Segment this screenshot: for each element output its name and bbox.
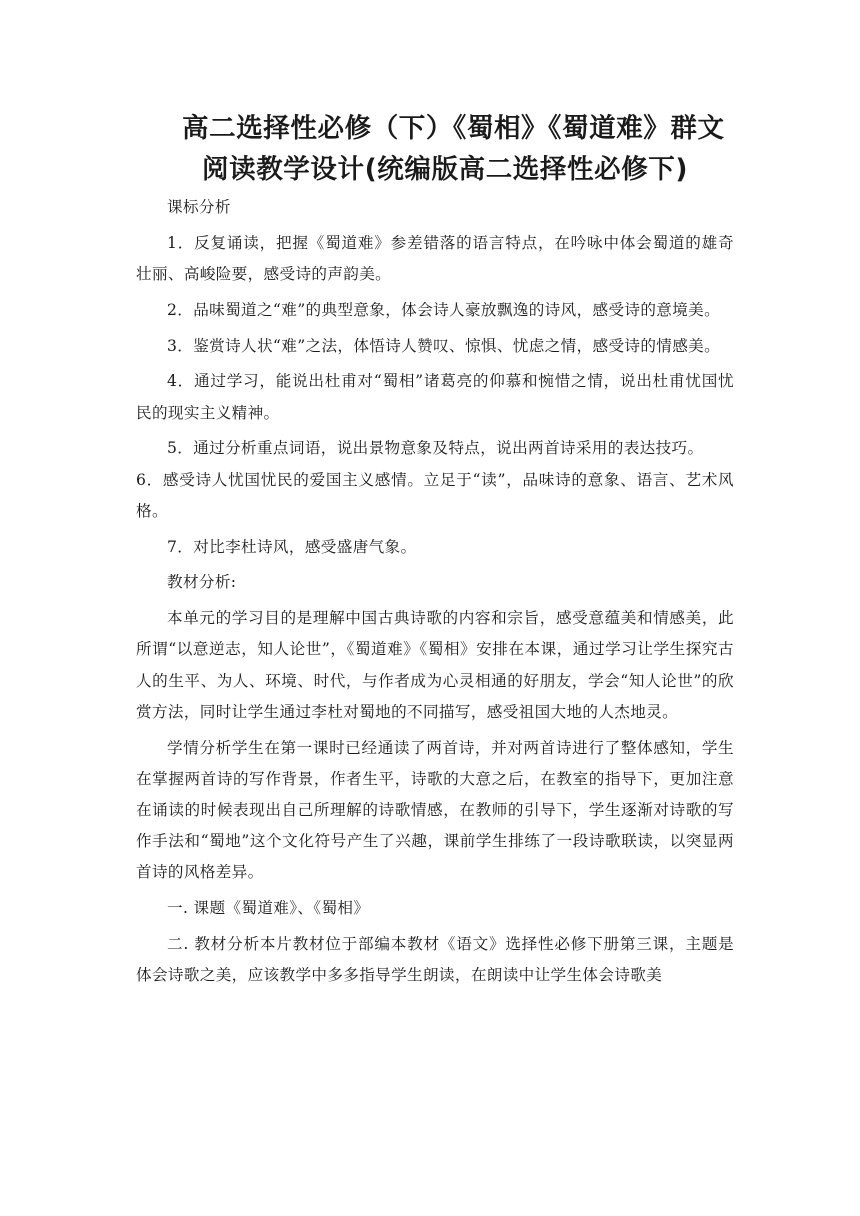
section-heading-textbook: 教材分析: [167, 573, 237, 592]
objective-5: 5．通过分析重点词语，说出景物意象及特点，说出两首诗采用的表达技巧。 [167, 439, 704, 458]
objective-6: 6．感受诗人忧国忧民的爱国主义感情。立足于“读”，品味诗的意象、语言、艺术风格。 [136, 470, 734, 520]
student-analysis-paragraph: 学情分析学生在第一课时已经通读了两首诗，并对两首诗进行了整体感知，学生在掌握两首诗的写作背景，作者生平，诗歌的大意之后，在教室的指导下，更加注意在诵读的时候表现出自己所理解的诗歌情感，在教师的引导下，学生逐渐对诗歌的写作手法和“蜀地”这个文化符号产生了兴趣，课前学生排练了一段诗歌联读，以突显两首诗的风格差异。 [136, 738, 734, 882]
objective-2: 2．品味蜀道之“难”的典型意象，体会诗人豪放飘逸的诗风，感受诗的意境美。 [167, 300, 721, 319]
title-line-2: 阅读教学设计(统编版高二选择性必修下) [202, 154, 689, 185]
objective-4: 4．通过学习，能说出杜甫对“蜀相”诸葛亮的仰慕和惋惜之情，说出杜甫忧国忧民的现实主义精神。 [136, 372, 734, 422]
item-1-topic: 一. 课题《蜀道难》、《蜀相》 [167, 899, 370, 918]
objective-3: 3．鉴赏诗人状“难”之法，体悟诗人赞叹、惊惧、忧虑之情，感受诗的情感美。 [167, 336, 721, 355]
objective-1: 1．反复诵读，把握《蜀道难》参差错落的语言特点，在吟咏中体会蜀道的雄奇壮丽、高峻险要，感受诗的声韵美。 [136, 233, 734, 283]
item-2-textbook: 二. 教材分析本片教材位于部编本教材《语文》选择性必修下册第三课，主题是体会诗歌之美，应该教学中多多指导学生朗读，在朗读中让学生体会诗歌美 [136, 935, 734, 985]
section-heading-curriculum: 课标分析 [167, 198, 231, 216]
title-line-1: 高二选择性必修（下）《蜀相》《蜀道难》群文 [182, 113, 725, 144]
document-title [136, 108, 734, 190]
objective-7: 7．对比李杜诗风，感受盛唐气象。 [167, 537, 417, 556]
document-body [136, 192, 734, 991]
textbook-analysis-paragraph: 本单元的学习目的是理解中国古典诗歌的内容和宗旨，感受意蕴美和情感美，此所谓“以意逆志，知人论世”，《蜀道难》《蜀相》安排在本课，通过学习让学生探究古人的生平、为人、环境、时代，与作者成为心灵相通的好朋友，学会“知人论世”的欣赏方法，同时让学生通过李杜对蜀地的不同描写，感受祖国大地的人杰地灵。 [136, 609, 734, 721]
